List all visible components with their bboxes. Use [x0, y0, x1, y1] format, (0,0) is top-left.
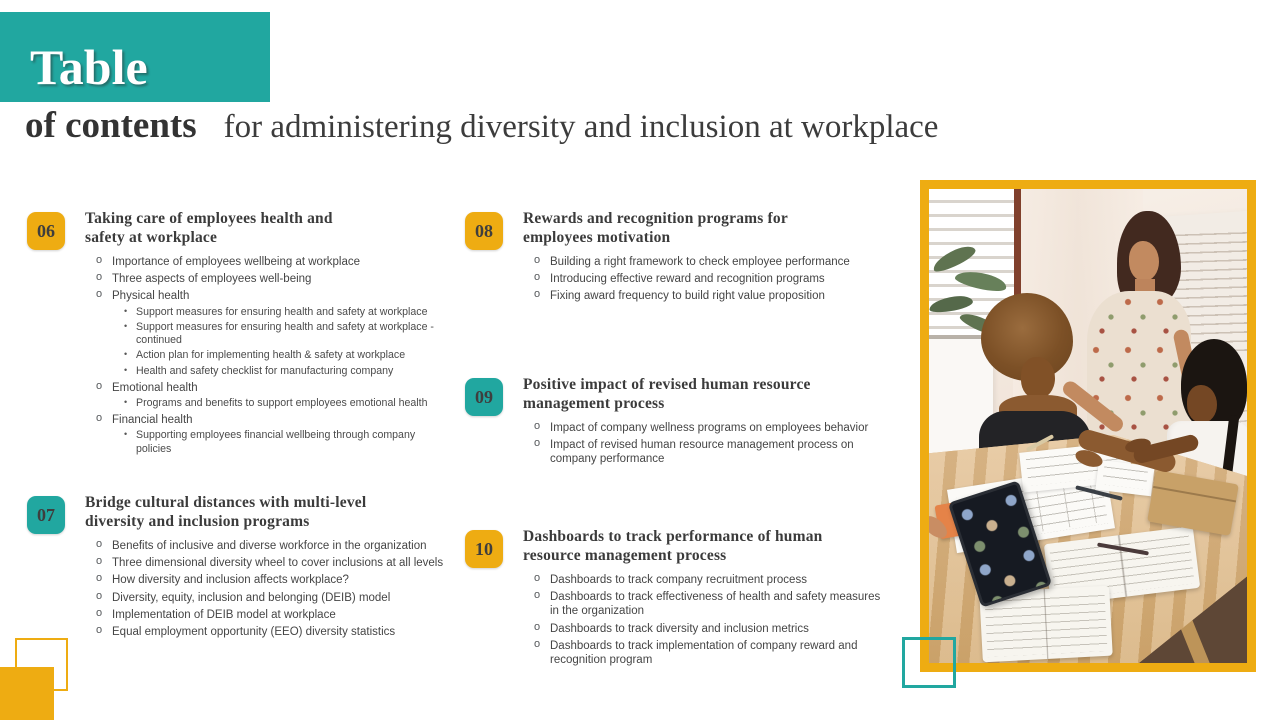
toc-sub-bullet-list: [122, 397, 444, 410]
page-title-rest: of contents: [25, 105, 197, 146]
section-body: [523, 210, 887, 307]
toc-bullet: o Building a right framework to check employee performance: [533, 255, 887, 269]
section-title: Positive impact of revised human resource management process: [523, 376, 811, 412]
toc-sub-bullet-list: [122, 429, 444, 455]
photo-right-woman-face: [1187, 385, 1217, 423]
toc-bullet: o Three dimensional diversity wheel to cover inclusions at all levels: [95, 556, 449, 570]
toc-bullet: o Diversity, equity, inclusion and belonging (DEIB) model: [95, 591, 449, 605]
toc-bullet: o Dashboards to track effectiveness of health and safety measures in the organization: [533, 590, 887, 619]
toc-sub-bullet: • Support measures for ensuring health and safety at workplace: [122, 306, 444, 319]
toc-bullet: o Impact of revised human resource management process on company performance: [533, 438, 887, 467]
page-title-row: [25, 104, 938, 147]
toc-bullet: o Financial health • Supporting employees financial wellbeing through company policies: [95, 413, 449, 456]
section-bullet-list: [95, 255, 449, 456]
section-number-badge: 07: [27, 496, 65, 534]
team-photo: [929, 189, 1247, 663]
toc-section-09: [465, 376, 887, 470]
decor-gold-solid-square: [0, 667, 54, 720]
team-photo-frame: [920, 180, 1256, 672]
section-title: Bridge cultural distances with multi-level diversity and inclusion programs: [85, 494, 367, 530]
toc-section-10: [465, 528, 887, 670]
page-subtitle: for administering diversity and inclusion at workplace: [223, 109, 939, 145]
toc-sub-bullet-list: [122, 306, 444, 378]
toc-bullet: o Benefits of inclusive and diverse workforce in the organization: [95, 539, 449, 553]
section-bullet-list: [533, 255, 887, 304]
toc-section-07: [27, 494, 449, 642]
section-bullet-list: [95, 539, 449, 640]
toc-bullet: o Equal employment opportunity (EEO) diversity statistics: [95, 625, 449, 639]
photo-standing-woman-face: [1129, 241, 1159, 281]
toc-sub-bullet: • Health and safety checklist for manufacturing company: [122, 365, 444, 378]
decor-teal-outline-square: [902, 637, 956, 688]
toc-section-08: [465, 210, 887, 307]
section-body: [85, 494, 449, 642]
photo-seated-woman-face: [1021, 357, 1055, 399]
toc-sub-bullet: • Action plan for implementing health & safety at workplace: [122, 349, 444, 362]
toc-bullet: o Dashboards to track company recruitment process: [533, 573, 887, 587]
section-title: Taking care of employees health and safety at workplace: [85, 210, 333, 246]
toc-bullet: o How diversity and inclusion affects workplace?: [95, 573, 449, 587]
toc-bullet: o Introducing effective reward and recognition programs: [533, 272, 887, 286]
section-bullet-list: [533, 421, 887, 467]
toc-bullet: o Implementation of DEIB model at workplace: [95, 608, 449, 622]
toc-bullet: o Dashboards to track implementation of company reward and recognition program: [533, 639, 887, 668]
section-number-badge: 08: [465, 212, 503, 250]
section-body: [85, 210, 449, 459]
toc-bullet: o Three aspects of employees well-being: [95, 272, 449, 286]
toc-sub-bullet: • Programs and benefits to support employees emotional health: [122, 397, 444, 410]
toc-section-06: [27, 210, 449, 459]
toc-bullet: o Impact of company wellness programs on employees behavior: [533, 421, 887, 435]
toc-sub-bullet: • Support measures for ensuring health and safety at workplace - continued: [122, 321, 444, 347]
title-box: [0, 12, 270, 102]
section-number-badge: 10: [465, 530, 503, 568]
section-body: [523, 376, 887, 470]
page-title-word: Table: [30, 39, 148, 95]
section-number-badge: 06: [27, 212, 65, 250]
toc-bullet: o Importance of employees wellbeing at workplace: [95, 255, 449, 269]
section-title: Dashboards to track performance of human resource management process: [523, 528, 823, 564]
section-number-badge: 09: [465, 378, 503, 416]
section-body: [523, 528, 887, 670]
toc-bullet: o Physical health • Support measures for ensuring health and safety at workplace • Support measures for ensuring health and safety at workplace - continued • Action plan for implementing health & safety at workplace • Health and safety checklist for manufacturing company: [95, 289, 449, 377]
toc-sub-bullet: • Supporting employees financial wellbeing through company policies: [122, 429, 444, 455]
toc-bullet: o Fixing award frequency to build right value proposition: [533, 289, 887, 303]
toc-bullet: o Dashboards to track diversity and inclusion metrics: [533, 622, 887, 636]
section-title: Rewards and recognition programs for employees motivation: [523, 210, 788, 246]
toc-bullet: o Emotional health • Programs and benefits to support employees emotional health: [95, 381, 449, 410]
section-bullet-list: [533, 573, 887, 668]
